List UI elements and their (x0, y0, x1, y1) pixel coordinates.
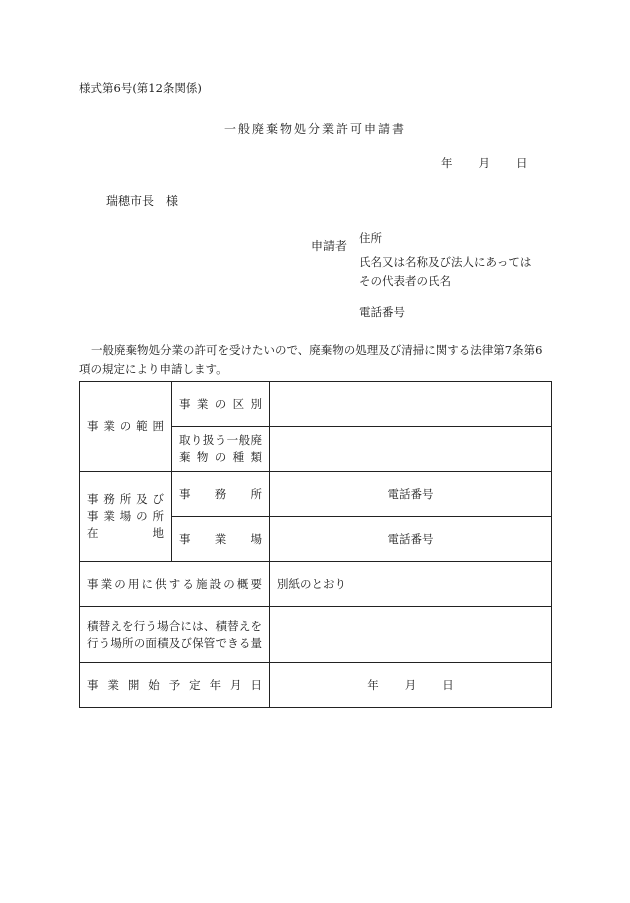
transfer-storage-field[interactable] (270, 607, 552, 663)
date-day-label: 日 (516, 156, 528, 170)
site-phone-label: 電話番号 (387, 531, 434, 546)
site-label: 事業場 (172, 517, 270, 562)
applicant-address-field[interactable]: 住所 (359, 231, 382, 245)
application-table (79, 381, 552, 708)
form-number: 様式第6号(第12条関係) (79, 81, 202, 95)
waste-type-field[interactable] (270, 427, 552, 472)
document-title: 一般廃棄物処分業許可申請書 (223, 122, 406, 136)
location-label-line2: 事業場の所 (87, 509, 164, 523)
facility-label: 事業の用に供する施設の概要 (80, 562, 270, 607)
facility-field[interactable] (270, 562, 552, 607)
start-date-day-label: 日 (442, 677, 454, 692)
location-label-line1: 事務所及び (87, 492, 164, 506)
office-phone-label: 電話番号 (387, 486, 434, 501)
office-field[interactable] (270, 472, 552, 517)
start-date-field[interactable] (270, 663, 552, 708)
transfer-storage-label: 積替えを行う場合には、積替えを行う場所の面積及び保管できる量 (80, 607, 270, 663)
date-month-label: 月 (478, 156, 490, 170)
start-date-label: 事業開始予定年月日 (80, 663, 270, 708)
waste-type-label-line2: 棄物の種類 (179, 450, 262, 464)
application-date[interactable] (441, 155, 528, 171)
business-category-field[interactable] (270, 382, 552, 427)
applicant-name-field-line2: その代表者の氏名 (359, 274, 451, 288)
waste-type-label (172, 427, 270, 472)
application-statement: 一般廃棄物処分業の許可を受けたいので、廃棄物の処理及び清掃に関する法律第7条第6項の規定により申請します。 (79, 343, 543, 376)
facility-value: 別紙のとおり (277, 576, 346, 591)
start-date-month-label: 月 (404, 677, 417, 692)
site-field[interactable] (270, 517, 552, 562)
location-label (80, 472, 172, 562)
location-label-line3: 在地 (87, 526, 164, 540)
office-label: 事務所 (172, 472, 270, 517)
business-scope-label: 事業の範囲 (80, 382, 172, 472)
applicant-phone-field[interactable]: 電話番号 (359, 305, 405, 319)
applicant-name-field[interactable]: 氏名又は名称及び法人にあっては (359, 255, 532, 269)
applicant-label: 申請者 (311, 239, 348, 253)
waste-type-label-line1: 取り扱う一般廃 (179, 433, 262, 447)
start-date-year-label: 年 (367, 677, 379, 692)
date-year-label: 年 (441, 156, 453, 170)
business-category-label: 事業の区別 (172, 382, 270, 427)
addressee: 瑞穂市長 様 (106, 194, 179, 208)
